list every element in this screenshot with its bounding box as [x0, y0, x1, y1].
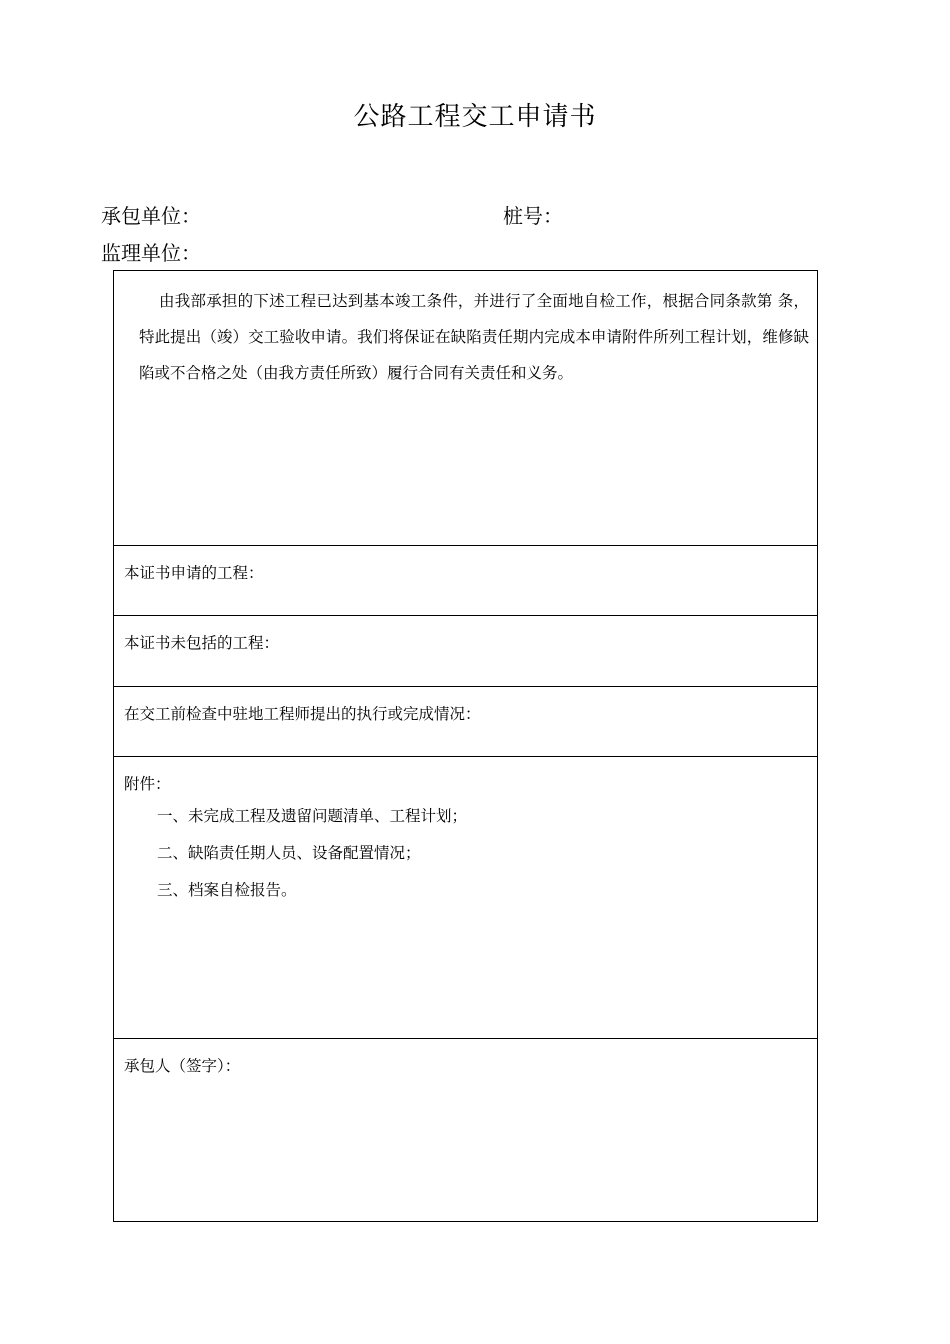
- contractor-signature-label: 承包人（签字）：: [124, 1057, 241, 1075]
- attachment-item: 二、缺陷责任期人员、设备配置情况；: [157, 844, 421, 862]
- excluded-works-cell[interactable]: [114, 616, 817, 687]
- attachments-list: [157, 805, 467, 916]
- application-form: [113, 270, 818, 1222]
- attachments-cell: [114, 757, 817, 1039]
- applied-works-cell[interactable]: [114, 546, 817, 616]
- declaration-text: 由我部承担的下述工程已达到基本竣工条件，并进行了全面地自检工作，根据合同条款第 条，特此提出（竣）交工验收申请。我们将保证在缺陷责任期内完成本申请附件所列工程计划，维修缺陷或不合格之处（由我方责任所致）履行合同有关责任和义务。: [139, 292, 809, 382]
- supervisor-label: 监理单位：: [101, 241, 201, 265]
- declaration-cell: [114, 271, 817, 546]
- attachment-item: 一、未完成工程及遗留问题清单、工程计划；: [157, 807, 468, 825]
- attachment-item: 三、档案自检报告。: [157, 881, 297, 899]
- stake-number-label: 桩号：: [503, 204, 563, 228]
- attachments-label: 附件：: [124, 775, 171, 793]
- excluded-works-label: 本证书未包括的工程：: [124, 634, 280, 652]
- signature-cell[interactable]: [114, 1039, 817, 1223]
- applied-works-label: 本证书申请的工程：: [124, 564, 264, 582]
- contractor-label: 承包单位：: [101, 204, 201, 228]
- inspection-status-cell[interactable]: [114, 687, 817, 757]
- document-title: 公路工程交工申请书: [353, 102, 597, 132]
- inspection-status-label: 在交工前检查中驻地工程师提出的执行或完成情况：: [124, 705, 481, 723]
